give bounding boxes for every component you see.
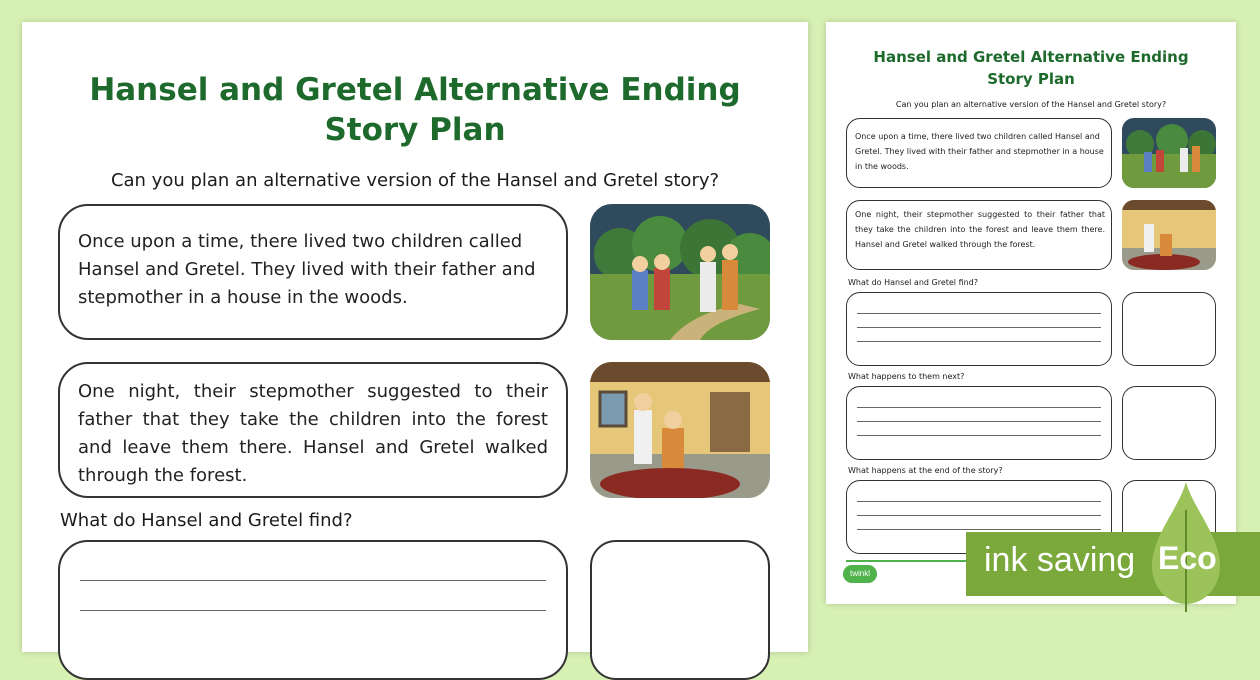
writing-line — [857, 421, 1101, 422]
answer-box-1[interactable] — [58, 540, 568, 680]
mini-story-box-1-text: Once upon a time, there lived two children called Hansel and Gretel. They lived with their father and stepmother in a house in the woods. — [855, 132, 1104, 171]
eco-label: Eco — [1158, 540, 1217, 576]
writing-line — [857, 313, 1101, 314]
ink-saving-text: ink saving — [984, 541, 1136, 579]
mini-picture-box-2[interactable] — [1122, 386, 1216, 460]
writing-line — [80, 610, 546, 611]
title-line-1: Hansel and Gretel Alternative Ending — [89, 72, 741, 108]
story-box-1-text: Once upon a time, there lived two children called Hansel and Gretel. They lived with their father and stepmother in a house in the woods. — [78, 231, 536, 308]
writing-line — [857, 515, 1101, 516]
story-box-2-text: One night, their stepmother suggested to their father that they take the children into the forest and leave them there. Hansel and Gretel walked through the forest. — [78, 381, 548, 486]
title-line-2: Story Plan — [324, 112, 506, 148]
mini-question-3: What happens at the end of the story? — [848, 466, 1003, 475]
mini-story-box-2-text: One night, their stepmother suggested to their father that they take the children into the forest and leave them there. Hansel and Gretel walked through the forest. — [855, 210, 1105, 249]
worksheet-prompt: Can you plan an alternative version of the Hansel and Gretel story? — [110, 170, 720, 191]
mini-question-2: What happens to them next? — [848, 372, 965, 381]
worksheet-title — [22, 70, 808, 150]
mini-answer-box-1[interactable] — [846, 292, 1112, 366]
mini-picture-box-1[interactable] — [1122, 292, 1216, 366]
writing-line — [80, 580, 546, 581]
writing-line — [857, 529, 1101, 530]
mini-title-line-2: Story Plan — [987, 70, 1075, 88]
writing-line — [857, 327, 1101, 328]
family-in-woods-illustration — [590, 204, 770, 340]
story-box-1 — [58, 204, 568, 340]
writing-line — [857, 501, 1101, 502]
twinkl-logo: twinkl — [843, 565, 877, 583]
mini-story-box-1 — [846, 118, 1112, 188]
mini-title-line-1: Hansel and Gretel Alternative Ending — [873, 48, 1189, 66]
picture-box-1[interactable] — [590, 540, 770, 680]
mini-story-box-2 — [846, 200, 1112, 270]
story-box-2 — [58, 362, 568, 498]
writing-line — [857, 407, 1101, 408]
mini-stepmother-illustration — [1122, 200, 1216, 270]
footer-line — [846, 560, 966, 562]
worksheet-page-zoomed — [22, 22, 808, 652]
mini-worksheet-title — [826, 46, 1236, 90]
mini-answer-box-2[interactable] — [846, 386, 1112, 460]
mini-prompt: Can you plan an alternative version of the Hansel and Gretel story? — [895, 100, 1167, 109]
mini-family-illustration — [1122, 118, 1216, 188]
writing-line — [857, 341, 1101, 342]
writing-line — [857, 435, 1101, 436]
question-1-label: What do Hansel and Gretel find? — [60, 510, 353, 531]
stepmother-and-father-illustration — [590, 362, 770, 498]
mini-question-1: What do Hansel and Gretel find? — [848, 278, 979, 287]
